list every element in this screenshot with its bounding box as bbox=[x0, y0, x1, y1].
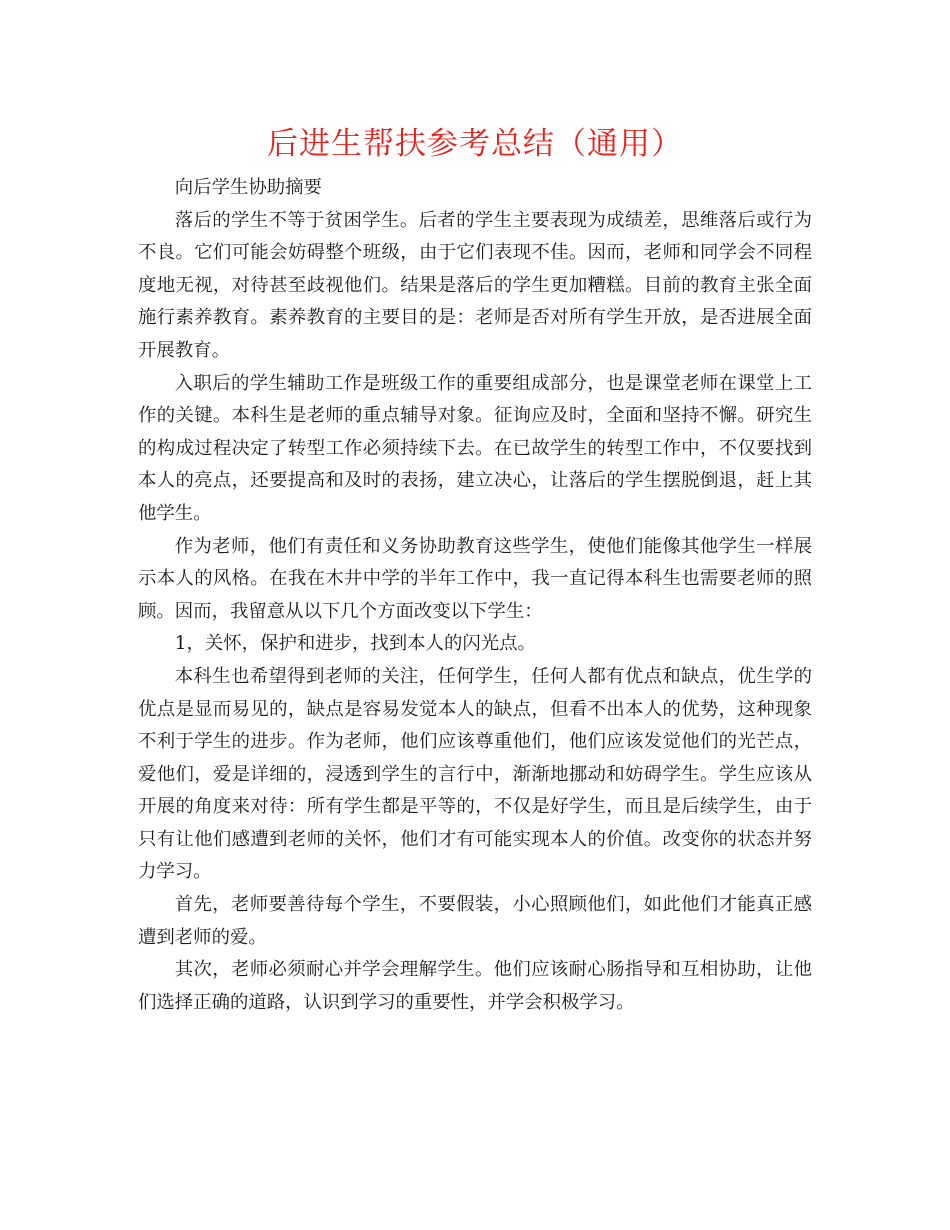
paragraph-attention: 本科生也希望得到老师的关注，任何学生，任何人都有优点和缺点，优生学的优点是显而易见的，缺点是容易发觉本人的缺点，但看不出本人的优势，这种现象不利于学生的进步。作为老师，他们应该尊重他们，他们应该发觉他们的光芒点，爱他们，爱是详细的，浸透到学生的言行中，渐渐地挪动和妨碍学生。学生应该从开展的角度来对待：所有学生都是平等的，不仅是好学生，而且是后续学生，由于只有让他们感遭到老师的关怀，他们才有可能实现本人的价值。改变你的状态并努力学习。 bbox=[138, 665, 812, 883]
paragraph-assistance-work: 入职后的学生辅助工作是班级工作的重要组成部分，也是课堂老师在课堂上工作的关键。本科生是老师的重点辅导对象。征询应及时，全面和坚持不懈。研究生的构成过程决定了转型工作必须持续下去。在已故学生的转型工作中，不仅要找到本人的亮点，还要提高和及时的表扬，建立决心，让落后的学生摆脱倒退，赶上其他学生。 bbox=[138, 372, 812, 524]
paragraph-intro: 落后的学生不等于贫困学生。后者的学生主要表现为成绩差，思维落后或行为不良。它们可能会妨碍整个班级，由于它们表现不佳。因而，老师和同学会不同程度地无视，对待甚至歧视他们。结果是落后的学生更加糟糕。目前的教育主张全面施行素养教育。素养教育的主要目的是：老师是否对所有学生开放，是否进展全面开展教育。 bbox=[138, 209, 812, 361]
paragraph-first: 首先，老师要善待每个学生，不要假装，小心照顾他们，如此他们才能真正感遭到老师的爱。 bbox=[138, 894, 812, 948]
paragraph-second: 其次，老师必须耐心并学会理解学生。他们应该耐心肠指导和互相协助，让他们选择正确的道路，认识到学习的重要性，并学会积极学习。 bbox=[138, 959, 812, 1013]
paragraph-point-one: 1，关怀，保护和进步，找到本人的闪光点。 bbox=[174, 633, 536, 655]
document-title: 后进生帮扶参考总结（通用） bbox=[267, 126, 683, 162]
paragraph-teacher-duty: 作为老师，他们有责任和义务协助教育这些学生，使他们能像其他学生一样展示本人的风格。在我在木井中学的半年工作中，我一直记得本科生也需要老师的照顾。因而，我留意从以下几个方面改变以下学生： bbox=[138, 535, 812, 622]
paragraph-summary-heading: 向后学生协助摘要 bbox=[174, 177, 322, 198]
